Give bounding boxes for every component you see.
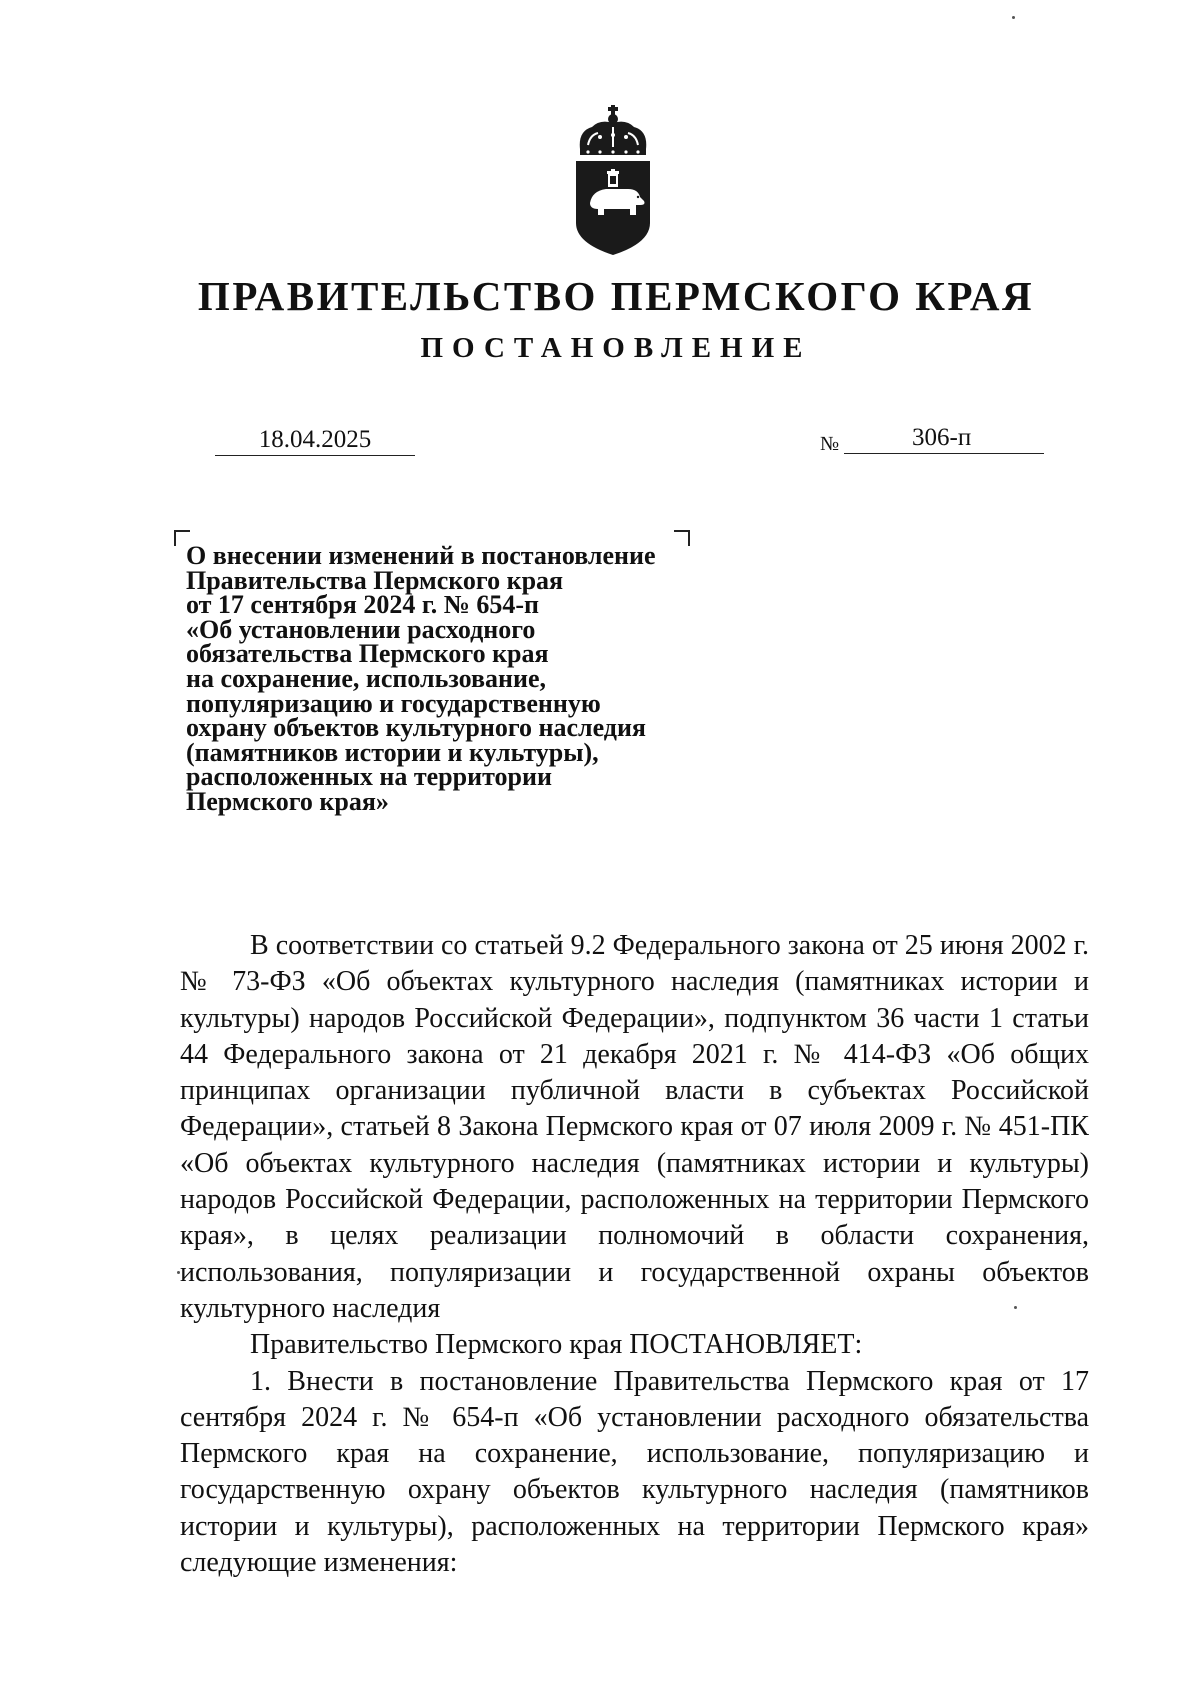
subject-line: «Об установлении расходного <box>186 614 536 644</box>
scan-speck <box>177 1271 180 1274</box>
document-body <box>180 928 1089 1581</box>
subject-line: Правительства Пермского края <box>186 565 564 595</box>
subject-line: популяризацию и государственную <box>186 688 601 718</box>
document-type-title: ПОСТАНОВЛЕНИЕ <box>420 332 812 364</box>
document-date: 18.04.2025 <box>215 425 415 456</box>
subject-line: от 17 сентября 2024 г. № 654-п <box>186 590 539 620</box>
item-1-paragraph: 1. Внести в постановление Правительства Пермского края от 17 сентября 2024 г. № 654-п «Об установлении расходного обязательства Пермского края на сохранение, использование, популяризацию и государственную охрану объектов культурного наследия (памятников истории и культуры), расположенных на территории Пермского края» следующие изменения: <box>180 1365 1089 1579</box>
document-subject <box>186 541 746 816</box>
subject-line: (памятников истории и культуры), <box>186 737 599 767</box>
subject-line: О внесении изменений в постановление <box>186 541 656 570</box>
subject-line: на сохранение, использование, <box>186 663 547 693</box>
perm-krai-coat-of-arms-icon <box>570 105 656 255</box>
subject-line: Пермского края» <box>186 786 389 816</box>
resolution-line: Правительство Пермского края ПОСТАНОВЛЯЕТ: <box>250 1329 863 1361</box>
organization-title: ПРАВИТЕЛЬСТВО ПЕРМСКОГО КРАЯ <box>197 273 1035 319</box>
document-number: 306-п <box>844 423 1044 454</box>
subject-line: расположенных на территории <box>186 762 552 792</box>
number-label: № <box>820 433 840 455</box>
subject-line: охрану объектов культурного наследия <box>186 713 646 743</box>
preamble-paragraph: В соответствии со статьей 9.2 Федерального закона от 25 июня 2002 г. № 73-ФЗ «Об объектах культурного наследия (памятниках истории и культуры) народов Российской Федерации», подпунктом 36 части 1 статьи 44 Федерального закона от 21 декабря 2021 г. № 414-ФЗ «Об общих принципах организации публичной власти в субъектах Российской Федерации», статьей 8 Закона Пермского края от 07 июля 2009 г. № 451-ПК «Об объектах культурного наследия (памятниках истории и культуры) народов Российской Федерации, расположенных на территории Пермского края», в целях реализации полномочий в области сохранения, использования, популяризации и государственной охраны объектов культурного наследия <box>180 930 1089 1324</box>
subject-line: обязательства Пермского края <box>186 639 549 669</box>
scan-speck <box>1014 1306 1017 1309</box>
scan-speck <box>1012 16 1015 19</box>
